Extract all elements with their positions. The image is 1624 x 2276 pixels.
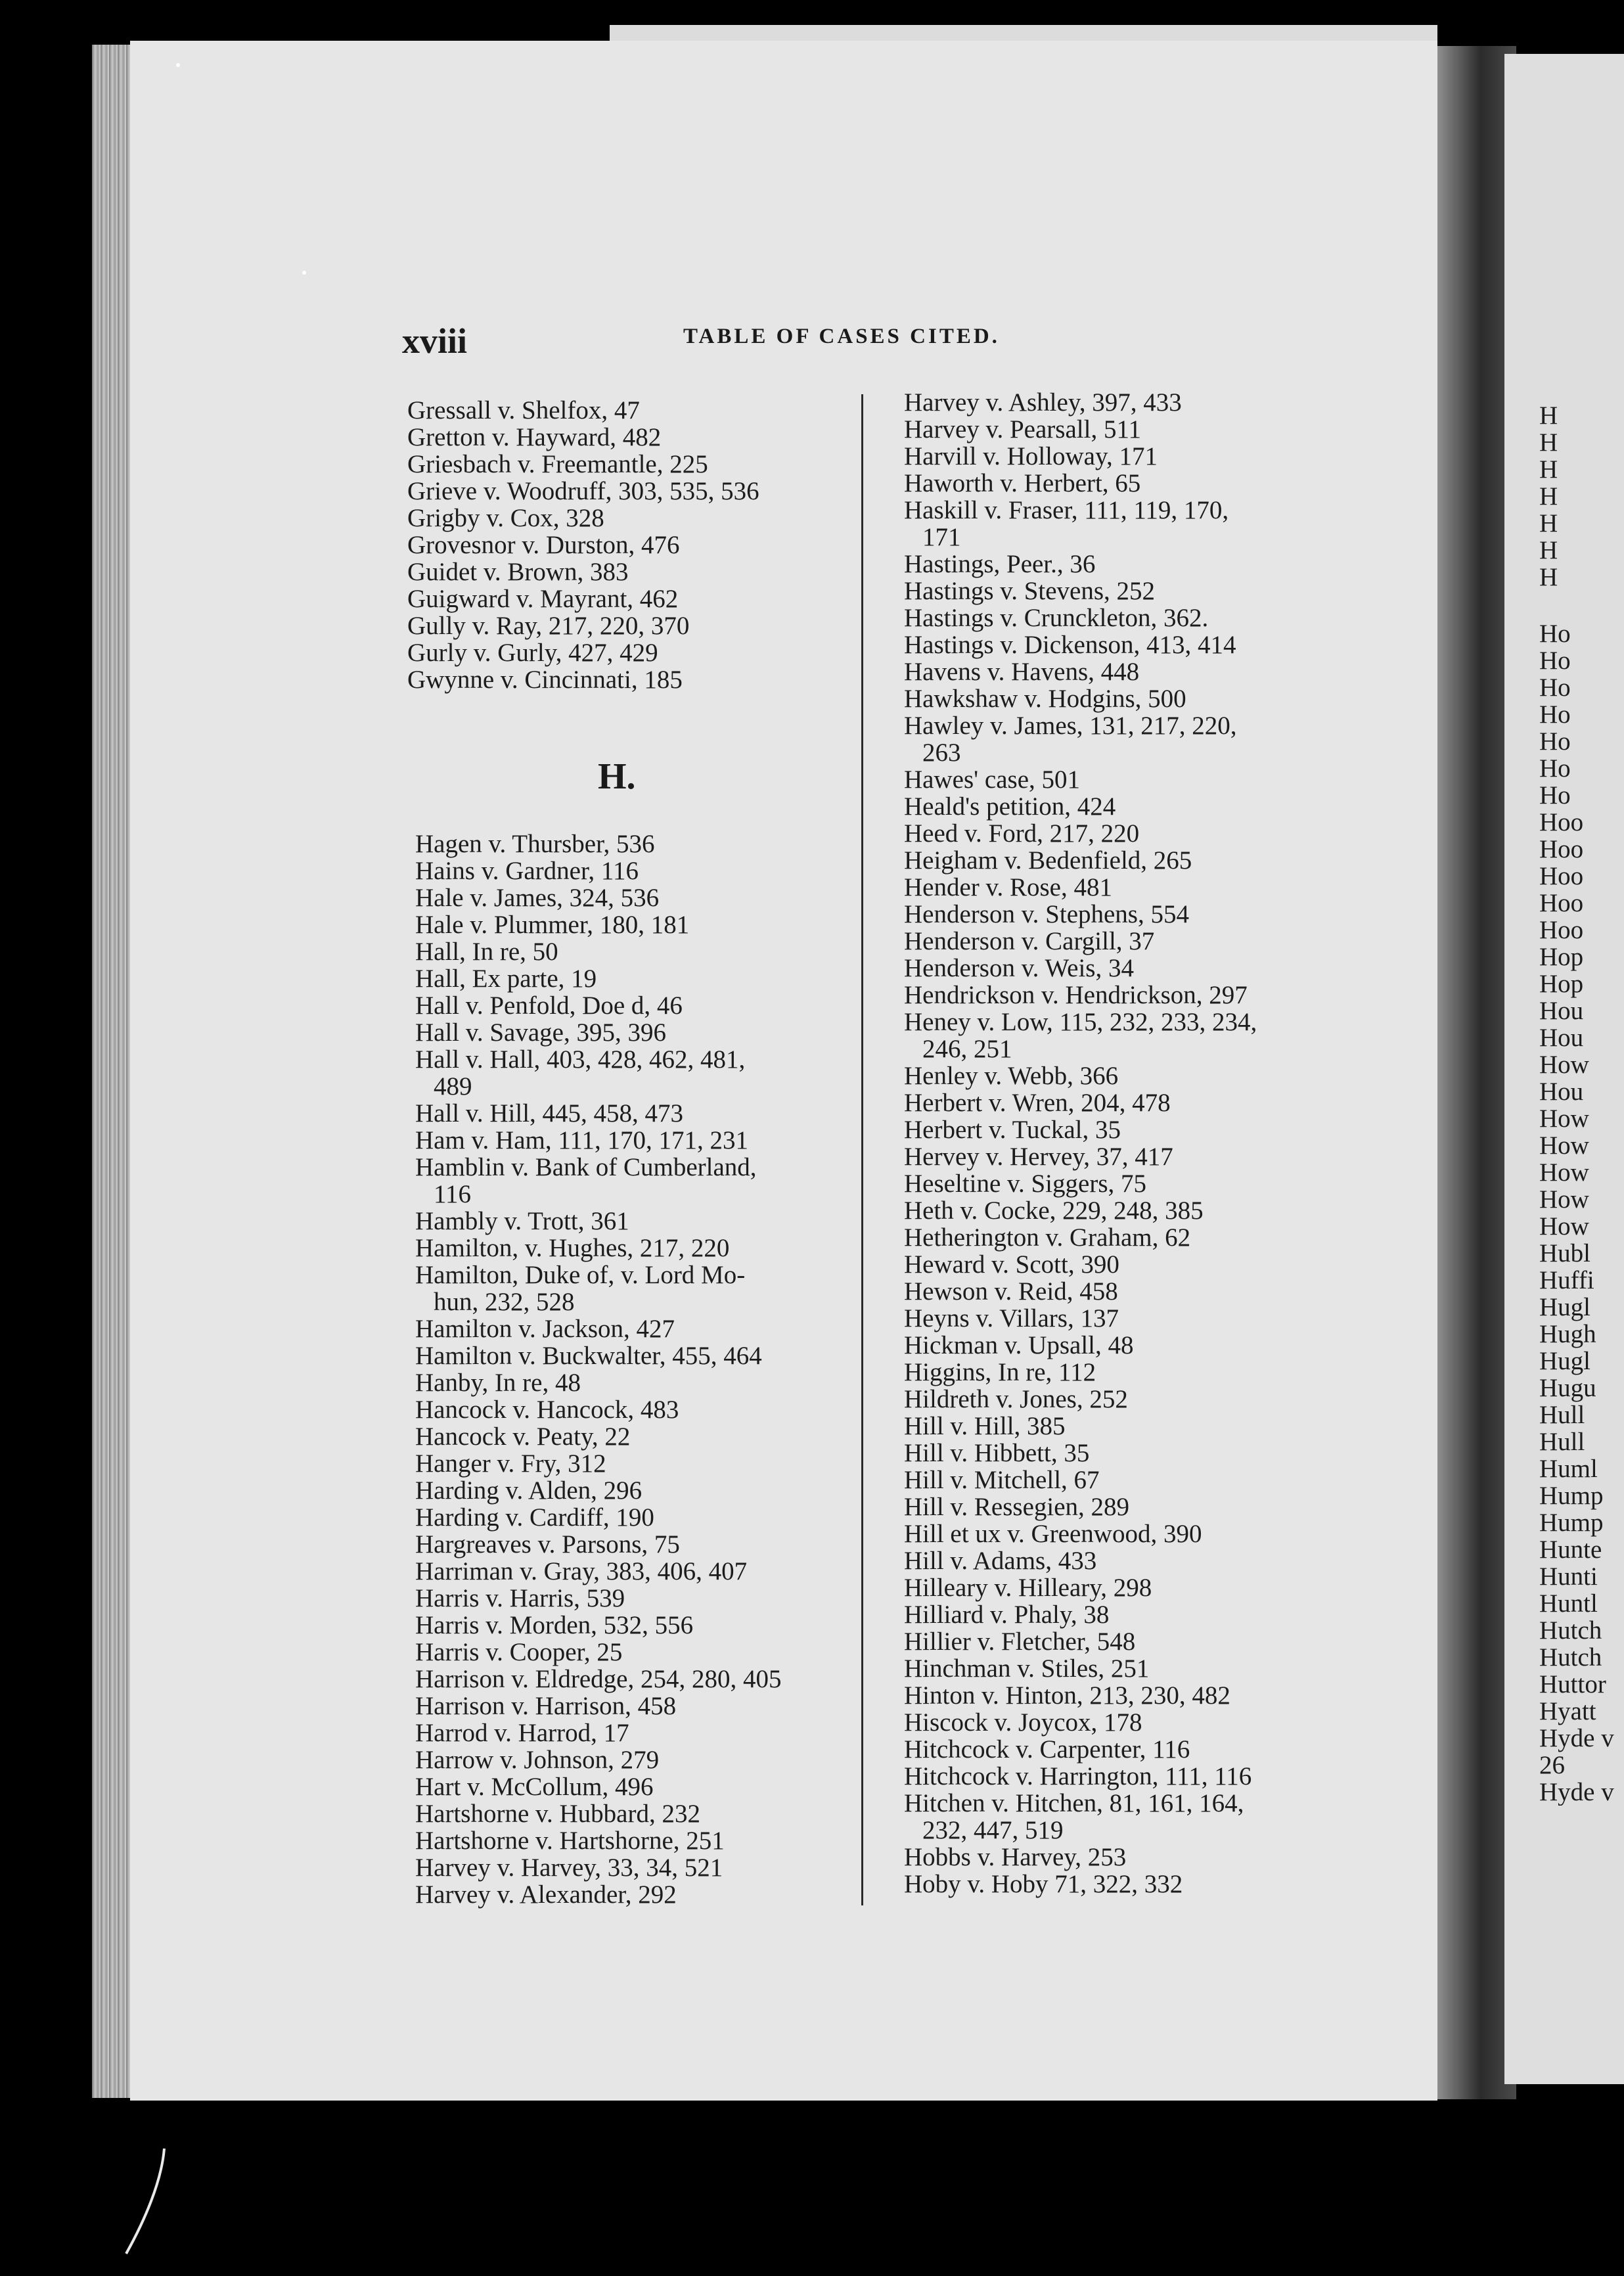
facing-page-fragment: Hump [1539, 1509, 1604, 1537]
facing-page-fragment: Ho [1539, 647, 1571, 675]
case-entry: Hawley v. James, 131, 217, 220, [904, 712, 1237, 740]
case-entry: Hale v. James, 324, 536 [415, 884, 660, 912]
facing-page-fragment: H [1539, 509, 1558, 537]
case-entry: 116 [434, 1180, 472, 1208]
section-letter-heading: H. [598, 756, 636, 797]
facing-page-fragment: How [1539, 1051, 1589, 1079]
facing-page-fragments-bottom [1539, 620, 1624, 1806]
speck-mark [176, 63, 180, 67]
case-entry: Hamblin v. Bank of Cumberland, [415, 1153, 757, 1181]
case-entry: 263 [922, 739, 961, 767]
case-entry: Hetherington v. Graham, 62 [904, 1223, 1191, 1252]
case-entry: 232, 447, 519 [922, 1816, 1064, 1844]
facing-page-fragment: Hugu [1539, 1374, 1596, 1402]
case-entry: Hart v. McCollum, 496 [415, 1773, 654, 1801]
case-list-h-right [904, 389, 1257, 1898]
facing-page-fragment: Hull [1539, 1401, 1585, 1429]
case-entry: Higgins, In re, 112 [904, 1358, 1096, 1386]
case-entry: Heed v. Ford, 217, 220 [904, 819, 1140, 848]
facing-page-fragment: H [1539, 536, 1558, 564]
case-entry: Harvey v. Alexander, 292 [415, 1880, 677, 1909]
facing-page-fragment: Hyatt [1539, 1697, 1596, 1725]
case-entry: Hancock v. Peaty, 22 [415, 1422, 631, 1451]
case-entry: Haworth v. Herbert, 65 [904, 469, 1141, 497]
case-entry: Hartshorne v. Hartshorne, 251 [415, 1827, 725, 1855]
facing-page-fragment: Hoo [1539, 862, 1584, 890]
case-entry: Griesbach v. Freemantle, 225 [407, 450, 708, 478]
case-entry: Hastings, Peer., 36 [904, 550, 1096, 578]
case-entry: Hitchen v. Hitchen, 81, 161, 164, [904, 1789, 1244, 1817]
facing-page-fragment: Hop [1539, 970, 1584, 998]
facing-page-fragment: Hoo [1539, 916, 1584, 944]
case-entry: Harrison v. Eldredge, 254, 280, 405 [415, 1665, 782, 1693]
facing-page-fragment: Hull [1539, 1428, 1585, 1456]
facing-page-fragment: Huffi [1539, 1266, 1594, 1294]
case-entry: Harris v. Morden, 532, 556 [415, 1611, 694, 1639]
case-entry: Hill v. Ressegien, 289 [904, 1493, 1130, 1521]
case-entry: Haskill v. Fraser, 111, 119, 170, [904, 496, 1229, 524]
case-entry: Heward v. Scott, 390 [904, 1250, 1119, 1279]
facing-page-fragment: Hugh [1539, 1320, 1596, 1348]
case-entry: Harding v. Cardiff, 190 [415, 1503, 654, 1532]
case-entry: Hoby v. Hoby 71, 322, 332 [904, 1870, 1183, 1898]
case-entry: Hitchcock v. Carpenter, 116 [904, 1735, 1190, 1764]
case-entry: Gully v. Ray, 217, 220, 370 [407, 612, 690, 640]
case-entry: Harrow v. Johnson, 279 [415, 1746, 660, 1774]
case-entry: Gressall v. Shelfox, 47 [407, 396, 640, 424]
case-list-g [407, 397, 759, 693]
case-entry: Hastings v. Dickenson, 413, 414 [904, 631, 1236, 659]
facing-page-fragment: Huttor [1539, 1670, 1606, 1698]
case-entry: Hall, In re, 50 [415, 938, 558, 966]
case-entry: Hamilton, v. Hughes, 217, 220 [415, 1234, 730, 1262]
case-entry: Hale v. Plummer, 180, 181 [415, 911, 690, 939]
facing-page-fragments-top [1539, 402, 1624, 591]
case-entry: Hill v. Adams, 433 [904, 1547, 1097, 1575]
case-entry: Heth v. Cocke, 229, 248, 385 [904, 1196, 1204, 1225]
case-entry: Hall v. Penfold, Doe d, 46 [415, 991, 683, 1020]
case-entry: Grovesnor v. Durston, 476 [407, 531, 680, 559]
case-entry: Gwynne v. Cincinnati, 185 [407, 666, 683, 694]
case-entry: Hiscock v. Joycox, 178 [904, 1708, 1142, 1737]
case-entry: Hinchman v. Stiles, 251 [904, 1654, 1150, 1683]
case-entry: Hawkshaw v. Hodgins, 500 [904, 685, 1186, 713]
ink-stroke [118, 2142, 171, 2260]
case-entry: Harrod v. Harrod, 17 [415, 1719, 629, 1747]
case-entry: Havens v. Havens, 448 [904, 658, 1140, 686]
case-entry: Henderson v. Weis, 34 [904, 954, 1134, 982]
case-entry: Hillier v. Fletcher, 548 [904, 1627, 1136, 1656]
case-entry: Hilliard v. Phaly, 38 [904, 1601, 1110, 1629]
facing-page-fragment: How [1539, 1104, 1589, 1133]
case-entry: Ham v. Ham, 111, 170, 171, 231 [415, 1126, 748, 1154]
facing-page-fragment: Hoo [1539, 889, 1584, 917]
facing-page-fragment: How [1539, 1131, 1589, 1160]
case-entry: Hildreth v. Jones, 252 [904, 1385, 1128, 1413]
facing-page-fragment: Hunti [1539, 1562, 1598, 1591]
case-entry: Harris v. Harris, 539 [415, 1584, 625, 1612]
case-entry: Harris v. Cooper, 25 [415, 1638, 623, 1666]
case-entry: Hendrickson v. Hendrickson, 297 [904, 981, 1248, 1009]
case-entry: Hastings v. Crunckleton, 362. [904, 604, 1209, 632]
case-entry: Hill v. Hibbett, 35 [904, 1439, 1090, 1467]
facing-page-fragment: Ho [1539, 781, 1571, 809]
case-entry: Henley v. Webb, 366 [904, 1062, 1119, 1090]
case-entry: Hill v. Mitchell, 67 [904, 1466, 1100, 1494]
facing-page-fragment: Ho [1539, 754, 1571, 783]
case-entry: Hastings v. Stevens, 252 [904, 577, 1156, 605]
facing-page-fragment: Ho [1539, 620, 1571, 648]
facing-page-fragment: Hugl [1539, 1347, 1590, 1375]
facing-page-fragment: H [1539, 482, 1558, 511]
case-entry: Hervey v. Hervey, 37, 417 [904, 1143, 1173, 1171]
speck-mark [302, 271, 306, 275]
facing-page-fragment: Hump [1539, 1482, 1604, 1510]
case-entry: Hobbs v. Harvey, 253 [904, 1843, 1127, 1871]
facing-page-fragment: Hubl [1539, 1239, 1590, 1267]
facing-page-fragment: Hoo [1539, 808, 1584, 836]
facing-page-fragment: Hyde v [1539, 1778, 1614, 1806]
facing-page-fragment: How [1539, 1185, 1589, 1214]
case-entry: Hitchcock v. Harrington, 111, 116 [904, 1762, 1252, 1790]
case-entry: Harriman v. Gray, 383, 406, 407 [415, 1557, 748, 1585]
case-entry: Hancock v. Hancock, 483 [415, 1396, 679, 1424]
facing-page-fragment: Hou [1539, 997, 1584, 1025]
facing-page-fragment: H [1539, 563, 1558, 591]
facing-page-fragment: Huml [1539, 1455, 1598, 1483]
case-entry: Heyns v. Villars, 137 [904, 1304, 1119, 1332]
case-entry: Hanger v. Fry, 312 [415, 1449, 606, 1478]
case-entry: Guidet v. Brown, 383 [407, 558, 629, 586]
case-entry: Hawes' case, 501 [904, 765, 1081, 794]
case-entry: Hargreaves v. Parsons, 75 [415, 1530, 680, 1559]
facing-page-fragment: Hoo [1539, 835, 1584, 863]
case-entry: Harvey v. Harvey, 33, 34, 521 [415, 1854, 723, 1882]
case-entry: Gretton v. Hayward, 482 [407, 423, 662, 451]
facing-page-fragment: Hou [1539, 1078, 1584, 1106]
case-entry: Hanby, In re, 48 [415, 1369, 581, 1397]
case-list-h-left [415, 831, 781, 1908]
column-divider [861, 394, 863, 1905]
case-entry: Hartshorne v. Hubbard, 232 [415, 1800, 700, 1828]
facing-page-fragment: Ho [1539, 700, 1571, 729]
case-entry: 489 [434, 1072, 472, 1101]
facing-page-fragment: 26 [1539, 1751, 1565, 1779]
case-entry: Hains v. Gardner, 116 [415, 857, 639, 885]
case-entry: Heseltine v. Siggers, 75 [904, 1170, 1146, 1198]
case-entry: Heigham v. Bedenfield, 265 [904, 846, 1192, 875]
facing-page-fragment: Ho [1539, 727, 1571, 756]
case-entry: Hender v. Rose, 481 [904, 873, 1112, 901]
case-entry: Henderson v. Stephens, 554 [904, 900, 1189, 928]
case-entry: Hamilton, Duke of, v. Lord Mo- [415, 1261, 746, 1289]
case-entry: Harvill v. Holloway, 171 [904, 442, 1158, 470]
case-entry: Hambly v. Trott, 361 [415, 1207, 629, 1235]
facing-page-fragment: Hutch [1539, 1643, 1602, 1672]
case-entry: Heney v. Low, 115, 232, 233, 234, [904, 1008, 1257, 1036]
case-entry: Harvey v. Pearsall, 511 [904, 415, 1141, 444]
facing-page-fragment: Hyde v [1539, 1724, 1614, 1752]
case-entry: Hilleary v. Hilleary, 298 [904, 1574, 1152, 1602]
case-entry: Herbert v. Wren, 204, 478 [904, 1089, 1171, 1117]
case-entry: Hall v. Hill, 445, 458, 473 [415, 1099, 684, 1127]
case-entry: Hickman v. Upsall, 48 [904, 1331, 1134, 1359]
case-entry: Harding v. Alden, 296 [415, 1476, 643, 1505]
facing-page-fragment: How [1539, 1212, 1589, 1240]
case-entry: Hamilton v. Buckwalter, 455, 464 [415, 1342, 762, 1370]
facing-page-fragment: H [1539, 455, 1558, 484]
case-entry: Hagen v. Thursber, 536 [415, 830, 655, 858]
case-entry: Hamilton v. Jackson, 427 [415, 1315, 675, 1343]
page-number: xviii [402, 321, 468, 361]
facing-page-fragment: Huntl [1539, 1589, 1598, 1618]
case-entry: Guigward v. Mayrant, 462 [407, 585, 679, 613]
case-entry: Hinton v. Hinton, 213, 230, 482 [904, 1681, 1230, 1710]
facing-page-fragment: Ho [1539, 673, 1571, 702]
case-entry: Heald's petition, 424 [904, 792, 1116, 821]
case-entry: Hewson v. Reid, 458 [904, 1277, 1118, 1306]
case-entry: Grigby v. Cox, 328 [407, 504, 604, 532]
case-entry: Hill et ux v. Greenwood, 390 [904, 1520, 1202, 1548]
case-entry: Harrison v. Harrison, 458 [415, 1692, 677, 1720]
case-entry: Hall, Ex parte, 19 [415, 965, 597, 993]
page-title: TABLE OF CASES CITED. [683, 325, 1000, 348]
case-entry: 246, 251 [922, 1035, 1012, 1063]
facing-page-fragment: H [1539, 428, 1558, 457]
facing-page-fragment: H [1539, 402, 1558, 430]
case-entry: Harvey v. Ashley, 397, 433 [904, 388, 1182, 417]
case-entry: Gurly v. Gurly, 427, 429 [407, 639, 658, 667]
facing-page-fragment: Hou [1539, 1024, 1584, 1052]
case-entry: 171 [922, 523, 961, 551]
case-entry: Hill v. Hill, 385 [904, 1412, 1066, 1440]
facing-page-fragment: Hugl [1539, 1293, 1590, 1321]
facing-page-fragment: Hutch [1539, 1616, 1602, 1645]
case-entry: Hall v. Hall, 403, 428, 462, 481, [415, 1045, 746, 1074]
case-entry: hun, 232, 528 [434, 1288, 575, 1316]
facing-page-fragment: Hunte [1539, 1536, 1602, 1564]
facing-page-fragment: How [1539, 1158, 1589, 1187]
facing-page-fragment: Hop [1539, 943, 1584, 971]
case-entry: Henderson v. Cargill, 37 [904, 927, 1155, 955]
case-entry: Herbert v. Tuckal, 35 [904, 1116, 1121, 1144]
case-entry: Hall v. Savage, 395, 396 [415, 1018, 666, 1047]
case-entry: Grieve v. Woodruff, 303, 535, 536 [407, 477, 759, 505]
